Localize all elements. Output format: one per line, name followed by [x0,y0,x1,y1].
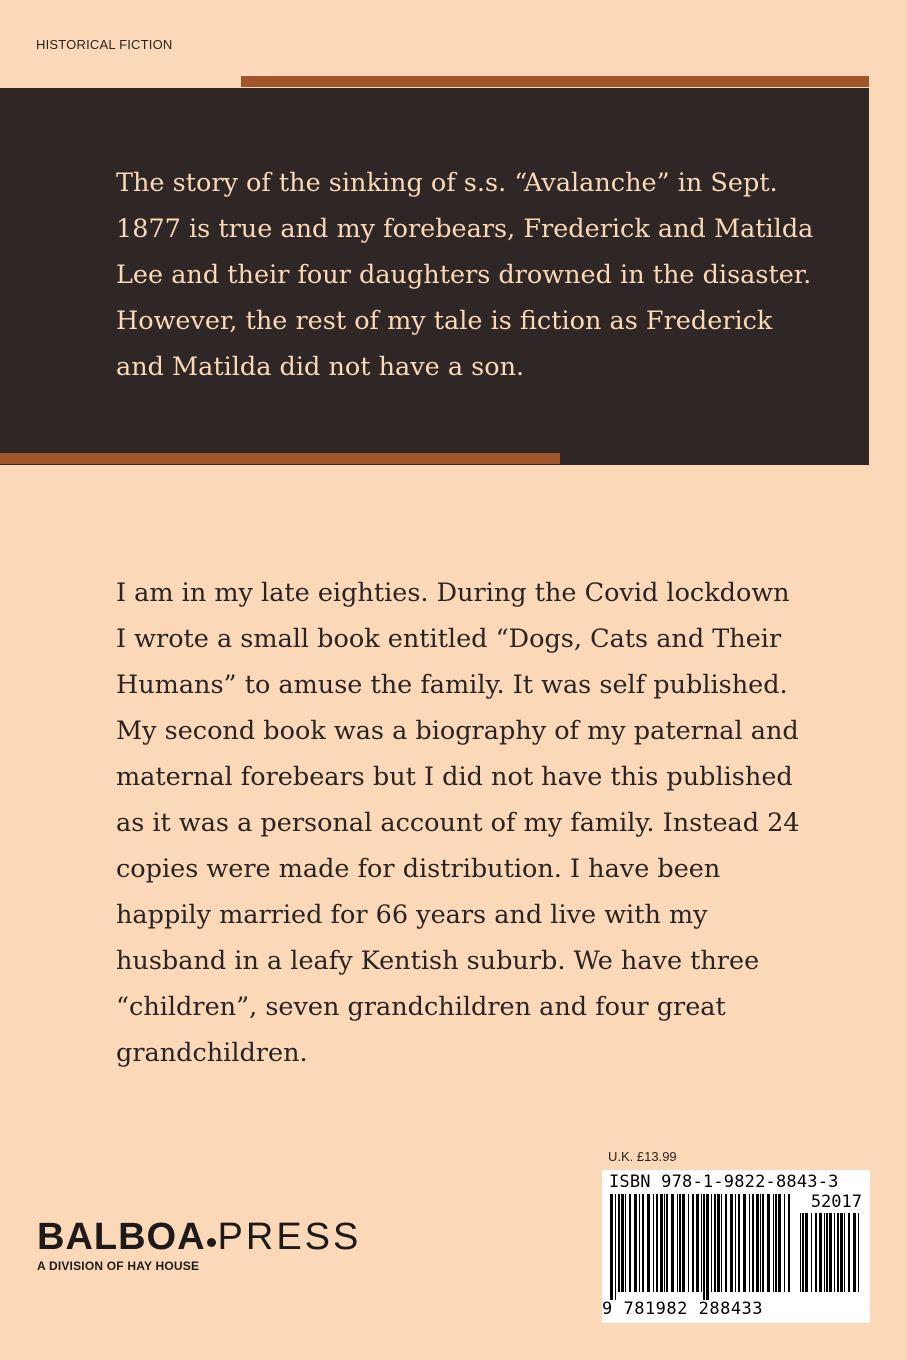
barcode-bar [829,1213,832,1292]
accent-rule-top [241,76,869,87]
barcode-block [602,1170,870,1323]
barcode-bar [647,1194,650,1292]
barcode-bar [778,1194,781,1292]
barcode-bar [615,1194,616,1300]
barcode-bar [610,1194,613,1300]
barcode-bar [721,1194,722,1292]
barcode-bar [701,1194,702,1292]
barcode-bar [703,1194,705,1300]
barcode-bar [629,1194,631,1292]
barcode-bar [682,1194,685,1292]
barcode-bar [738,1194,740,1292]
barcode-bar [805,1213,808,1292]
barcode-bar [714,1194,716,1292]
barcode-bar [775,1194,777,1292]
barcode-bar [840,1213,843,1292]
barcode-bar [679,1194,681,1292]
barcode-bar [660,1194,663,1292]
barcode-bar [688,1194,689,1292]
isbn-text: ISBN 978-1-9822-8843-3 [609,1172,839,1192]
barcode-bar [730,1194,733,1292]
barcode-bar [743,1194,746,1292]
registered-mark-icon [207,1238,216,1247]
barcode-bar [824,1213,825,1292]
publisher-name-bold: BALBOA [37,1216,206,1258]
barcode-bar [625,1194,626,1292]
barcode-bar [666,1194,668,1292]
barcode-bar [773,1194,774,1292]
barcode-bar [784,1194,785,1292]
barcode-bar [717,1194,720,1292]
barcode-bar [656,1194,658,1292]
barcode-bar [634,1194,637,1292]
barcode-bar [671,1194,674,1292]
barcode-bar [752,1194,754,1292]
barcode-bar [760,1194,761,1292]
barcode-ean-digits: 9 781982 288433 [602,1299,764,1319]
barcode-bar [696,1194,699,1292]
barcode-bar [848,1213,850,1292]
barcode-bar [756,1194,759,1292]
barcode-bar [621,1194,624,1292]
barcode-bar [677,1194,678,1292]
barcode-bar [837,1213,839,1292]
barcode-bar [811,1213,812,1292]
barcode-bar [706,1194,709,1300]
barcode-bar [819,1213,822,1292]
barcode-bar [735,1194,736,1292]
barcode-bar [711,1194,712,1292]
barcode-bar [853,1213,856,1292]
barcode-bar [800,1213,801,1292]
barcode-bar [762,1194,764,1292]
barcode-addon-code: 52017 [810,1192,862,1212]
accent-rule-bottom [0,453,560,464]
barcode-bar [725,1194,727,1292]
barcode-bar [802,1213,804,1292]
publisher-logo [37,1217,361,1273]
publisher-division: A DIVISION OF HAY HOUSE [37,1259,200,1273]
barcode-bar [844,1213,845,1292]
barcode-bar [826,1213,828,1292]
barcode-bar [815,1213,817,1292]
genre-label: HISTORICAL FICTION [36,37,173,52]
barcode-bar [692,1194,694,1292]
barcode-main-bars [608,1194,796,1300]
barcode-bar [749,1194,750,1292]
barcode-bar [653,1194,654,1292]
barcode-bar [664,1194,665,1292]
barcode-bar [834,1213,835,1292]
author-bio: I am in my late eighties. During the Covid lockdown I wrote a small book entitled “Dogs, Cats and Their Humans” to amuse the family. It was self published. My second book was a biography of my paternal and maternal forebears but I did not have this published as it was a personal account of my family. Instead 24 copies were made for distribution. I have been happily married for 66 years and live with my husband in a leafy Kentish suburb. We have three “children”, seven grandchildren and four great grandchildren. [116,578,800,1068]
blurb-text: The story of the sinking of s.s. “Avalanche” in Sept. 1877 is true and my forebears, Frederick and Matilda Lee and their four daughters drowned in the disaster. However, the rest of my tale is fiction as Frederick and Matilda did not have a son. [116,168,814,382]
barcode-bar [767,1194,770,1292]
barcode-bar [858,1213,859,1292]
barcode-bar [618,1194,620,1292]
publisher-name-regular: PRESS [217,1216,362,1258]
barcode-bar [642,1194,644,1292]
barcode-bar [639,1194,640,1292]
barcode-bar [788,1194,790,1292]
barcode-addon-bars [798,1213,864,1300]
price-label: U.K. £13.99 [608,1149,677,1164]
